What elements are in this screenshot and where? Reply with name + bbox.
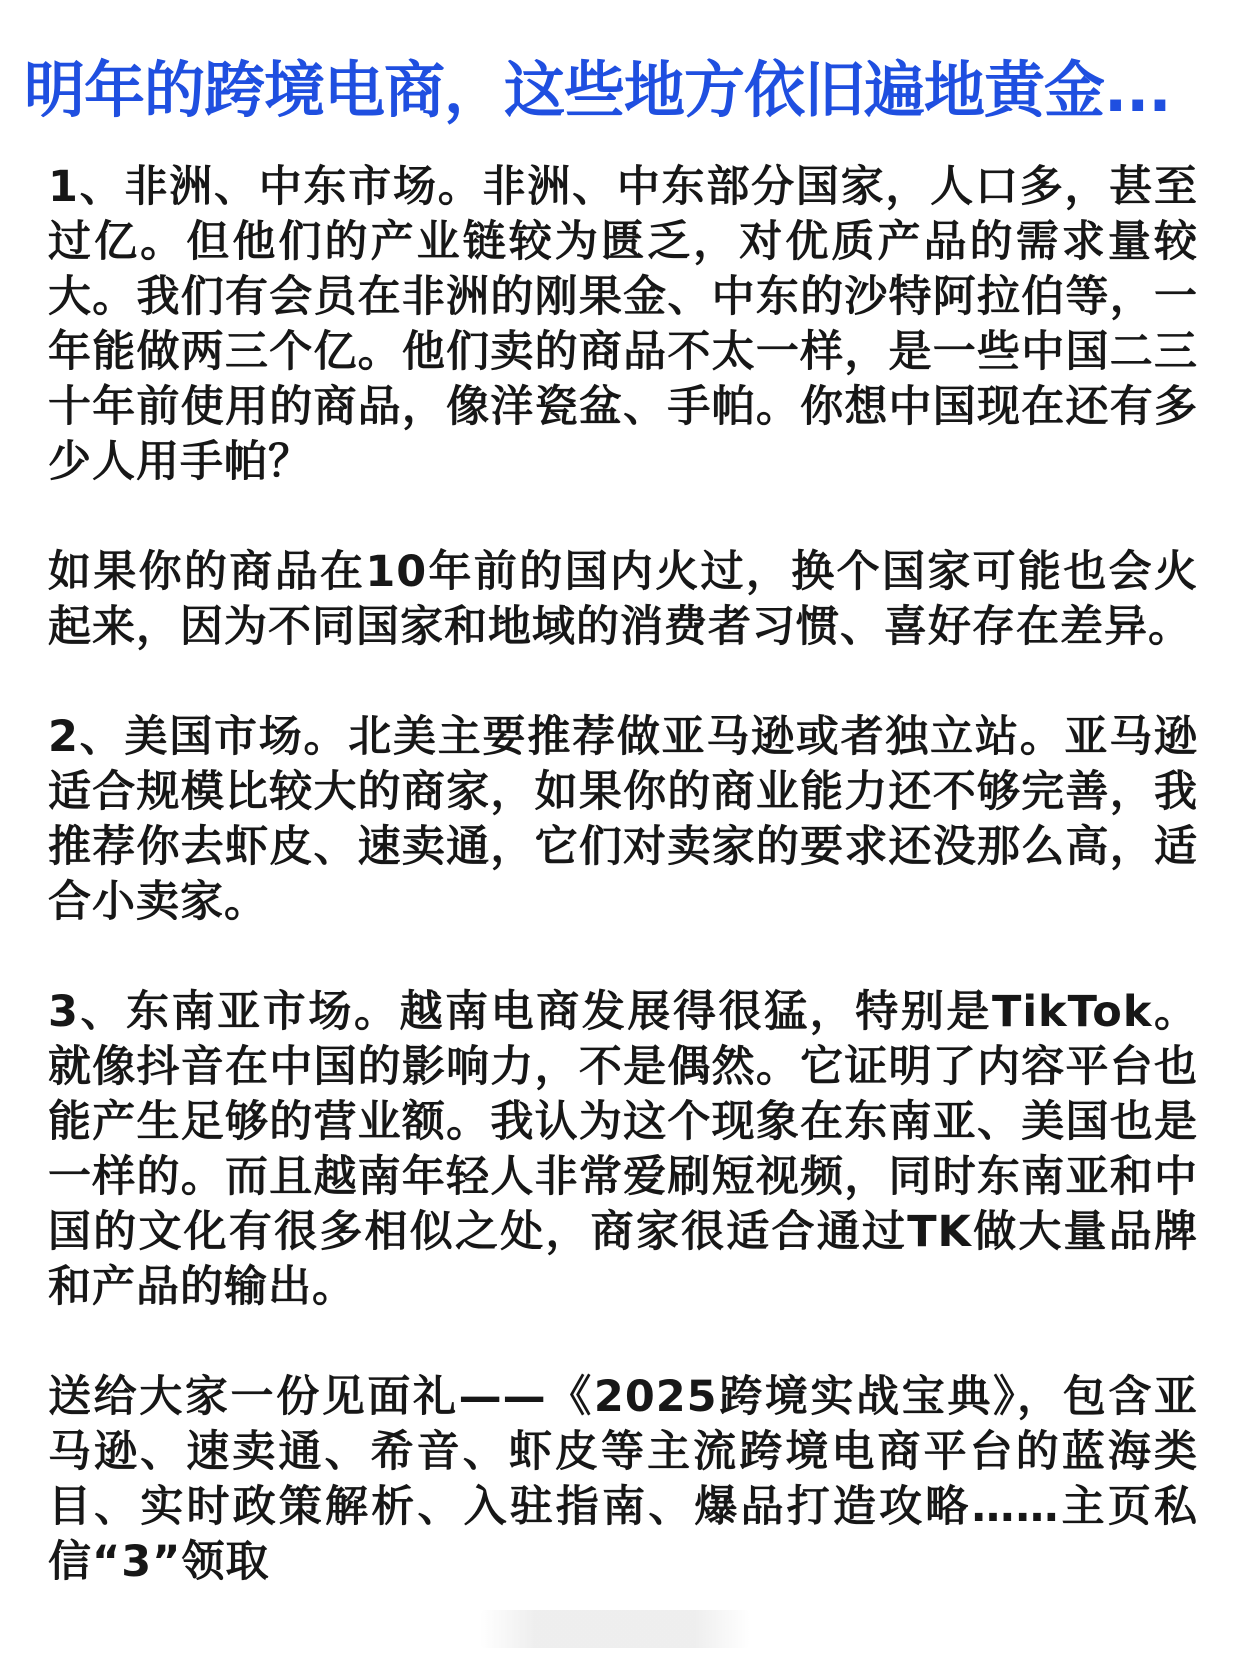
paragraph-gift-offer: 送给大家一份见面礼——《2025跨境实战宝典》，包含亚马逊、速卖通、希音、虾皮等主流跨境电商平台的蓝海类目、实时政策解析、入驻指南、爆品打造攻略……主页私信“3”领取 <box>48 1372 1198 1587</box>
paragraph-southeast-asia: 3、东南亚市场。越南电商发展得很猛，特别是TikTok。就像抖音在中国的影响力，不是偶然。它证明了内容平台也能产生足够的营业额。我认为这个现象在东南亚、美国也是一样的。而且越南年轻人非常爱刷短视频，同时东南亚和中国的文化有很多相似之处，商家很适合通过TK做大量品牌和产品的输出。 <box>48 987 1198 1312</box>
article-body <box>48 160 1198 1590</box>
paragraph-us-market: 2、美国市场。北美主要推荐做亚马逊或者独立站。亚马逊适合规模比较大的商家，如果你的商业能力还不够完善，我推荐你去虾皮、速卖通，它们对卖家的要求还没那么高，适合小卖家。 <box>48 712 1198 927</box>
faded-watermark <box>480 1610 750 1648</box>
article-title: 明年的跨境电商，这些地方依旧遍地黄金... <box>24 55 1171 126</box>
paragraph-trend-note: 如果你的商品在10年前的国内火过，换个国家可能也会火起来，因为不同国家和地域的消费者习惯、喜好存在差异。 <box>48 547 1198 652</box>
paragraph-africa-middle-east: 1、非洲、中东市场。非洲、中东部分国家，人口多，甚至过亿。但他们的产业链较为匮乏，对优质产品的需求量较大。我们有会员在非洲的刚果金、中东的沙特阿拉伯等，一年能做两三个亿。他们卖的商品不太一样，是一些中国二三十年前使用的商品，像洋瓷盆、手帕。你想中国现在还有多少人用手帕？ <box>48 162 1198 487</box>
